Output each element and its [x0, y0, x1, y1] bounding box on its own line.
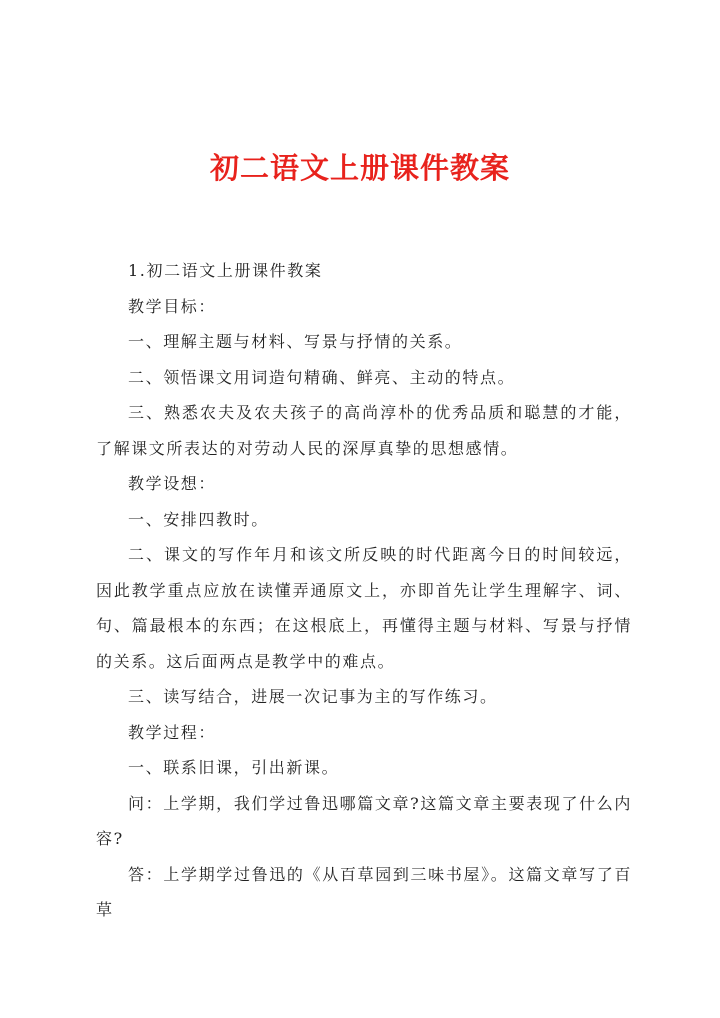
paragraph: 答：上学期学过鲁迅的《从百草园到三味书屋》。这篇文章写了百草: [96, 864, 632, 919]
paragraph: 三、熟悉农夫及农夫孩子的高尚淳朴的优秀品质和聪慧的才能，了解课文所表达的对劳动人民的深厚真挚的思想感情。: [96, 403, 632, 458]
paragraph: 1.初二语文上册课件教案: [128, 261, 323, 280]
paragraph: 二、领悟课文用词造句精确、鲜亮、主动的特点。: [128, 367, 516, 387]
paragraph: 一、安排四教时。: [128, 509, 269, 529]
paragraph: 一、联系旧课，引出新课。: [128, 758, 340, 777]
paragraph: 问：上学期，我们学过鲁迅哪篇文章?这篇文章主要表现了什么内容?: [96, 793, 632, 848]
paragraph: 教学设想：: [128, 474, 217, 493]
paragraph: 二、课文的写作年月和该文所反映的时代距离今日的时间较远，因此教学重点应放在读懂弄通原文上，亦即首先让学生理解字、词、句、篇最根本的东西；在这根底上，再懂得主题与材料、写景与抒情的关系。这后面两点是教学中的难点。: [96, 545, 632, 671]
paragraph: 教学目标：: [128, 296, 217, 316]
document-body: [96, 253, 632, 928]
paragraph: 教学过程：: [128, 722, 217, 742]
paragraph: 一、理解主题与材料、写景与抒情的关系。: [128, 332, 463, 351]
paragraph: 三、读写结合，进展一次记事为主的写作练习。: [128, 687, 498, 706]
document-title: 初二语文上册课件教案: [209, 151, 510, 185]
